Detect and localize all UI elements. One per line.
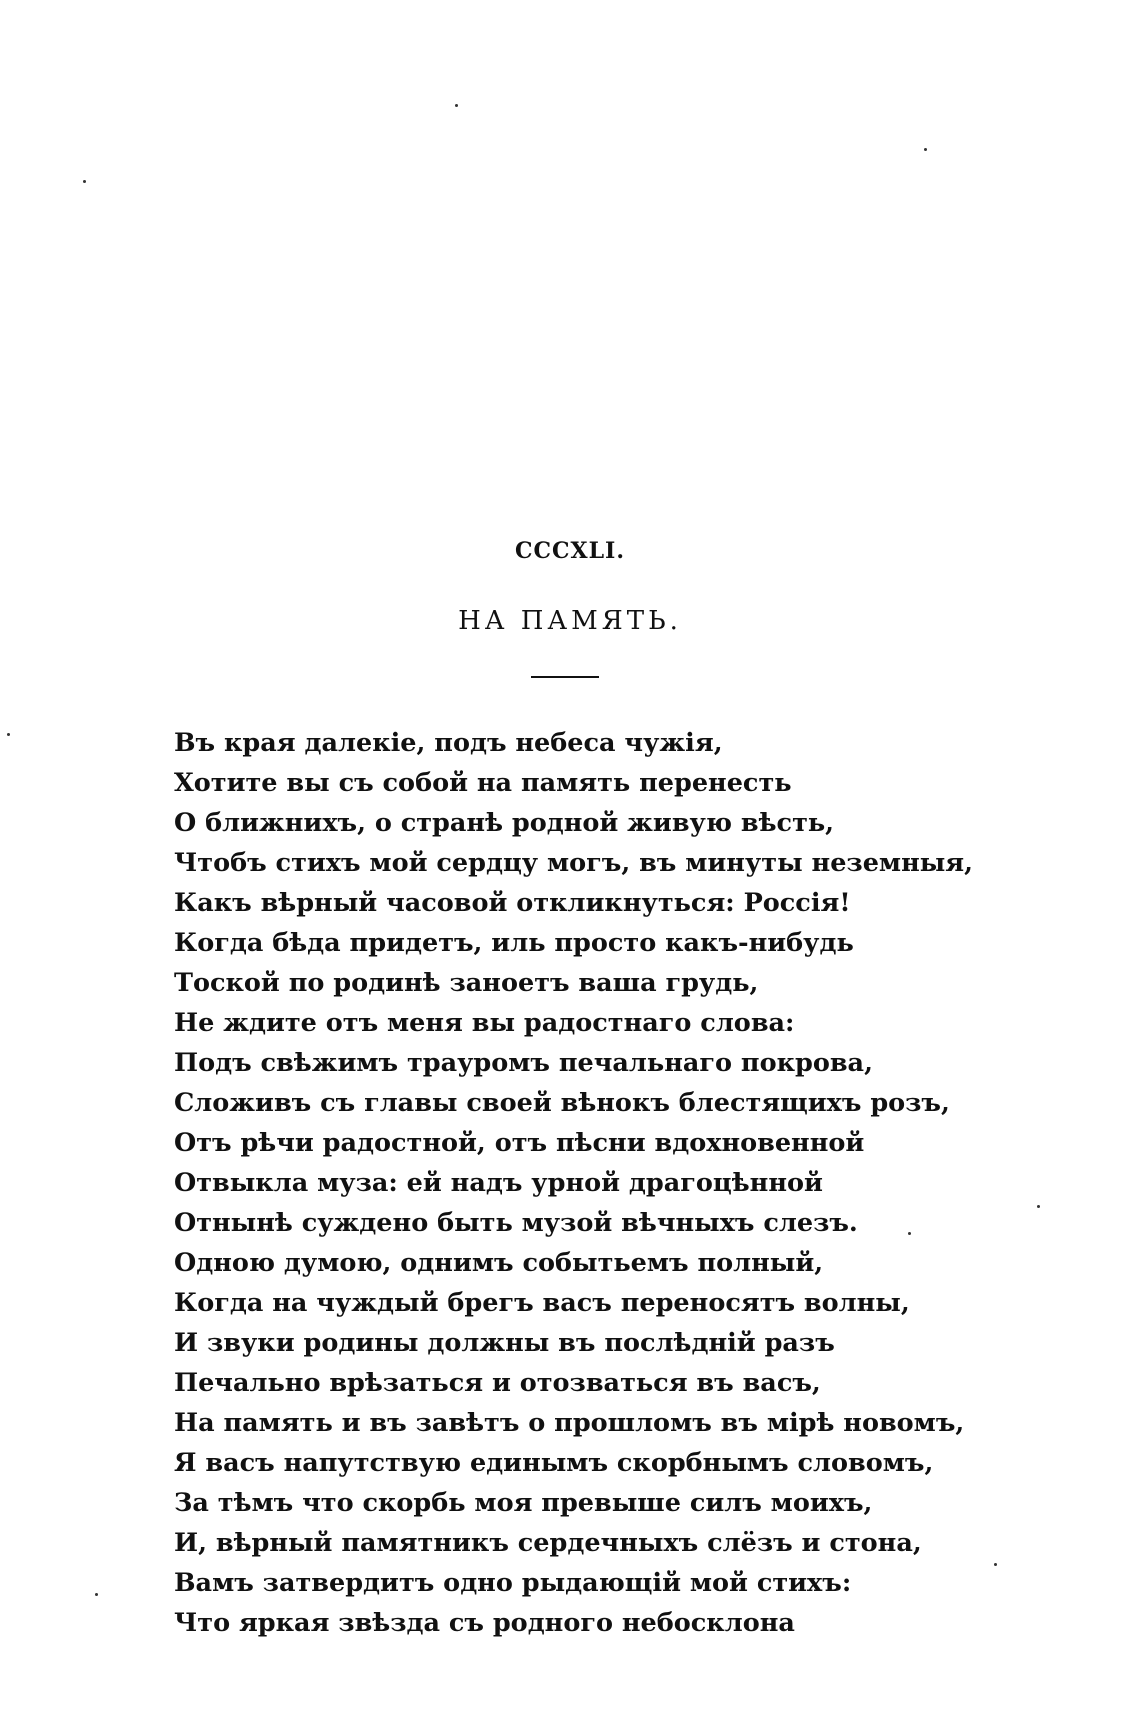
- verse-line: О ближнихъ, о странѣ родной живую вѣсть,: [174, 808, 835, 838]
- title-divider: [531, 676, 599, 678]
- verse-line: Отъ рѣчи радостной, отъ пѣсни вдохновенной: [174, 1128, 865, 1158]
- print-speck: [95, 1593, 98, 1596]
- verse-line: Какъ вѣрный часовой откликнуться: Россія!: [174, 888, 851, 918]
- verse-line: Хотите вы съ собой на память перенесть: [174, 768, 792, 798]
- verse-line: Не ждите отъ меня вы радостнаго слова:: [174, 1008, 795, 1038]
- verse-line: Когда бѣда придетъ, иль просто какъ-нибудь: [174, 928, 854, 958]
- verse-line: Въ края далекіе, подъ небеса чужія,: [174, 728, 723, 758]
- poem-number: CCCXLI.: [514, 538, 626, 564]
- verse-line: Одною думою, однимъ событьемъ полный,: [174, 1248, 824, 1278]
- verse-line: Подъ свѣжимъ трауромъ печальнаго покрова,: [174, 1048, 873, 1078]
- verse-line: За тѣмъ что скорбь моя превыше силъ моихъ,: [174, 1488, 873, 1518]
- verse-line: И, вѣрный памятникъ сердечныхъ слёзъ и стона,: [174, 1528, 922, 1558]
- print-speck: [83, 180, 86, 183]
- verse-line: На память и въ завѣтъ о прошломъ въ мірѣ новомъ,: [174, 1408, 965, 1438]
- print-speck: [455, 104, 458, 107]
- verse-line: Когда на чуждый брегъ васъ переносятъ волны,: [174, 1288, 910, 1318]
- verse-line: Вамъ затвердитъ одно рыдающій мой стихъ:: [174, 1568, 852, 1598]
- poem-title: НА ПАМЯТЬ.: [458, 606, 682, 636]
- print-speck: [994, 1563, 997, 1566]
- poem-verse: [174, 723, 974, 1643]
- verse-line: И звуки родины должны въ послѣдній разъ: [174, 1328, 835, 1358]
- verse-line: Что яркая звѣзда съ родного небосклона: [174, 1608, 795, 1638]
- verse-line: Тоской по родинѣ заноетъ ваша грудь,: [174, 968, 759, 998]
- verse-line: Сложивъ съ главы своей вѣнокъ блестящихъ розъ,: [174, 1088, 950, 1118]
- verse-line: Отвыкла муза: ей надъ урной драгоцѣнной: [174, 1168, 823, 1198]
- print-speck: [1037, 1205, 1040, 1208]
- verse-line: Чтобъ стихъ мой сердцу могъ, въ минуты неземныя,: [174, 848, 974, 878]
- verse-line: Я васъ напутствую единымъ скорбнымъ словомъ,: [174, 1448, 934, 1478]
- verse-line: Печально врѣзаться и отозваться въ васъ,: [174, 1368, 821, 1398]
- print-speck: [7, 733, 10, 736]
- verse-line: Отнынѣ суждено быть музой вѣчныхъ слезъ.: [174, 1208, 858, 1238]
- print-speck: [924, 148, 927, 151]
